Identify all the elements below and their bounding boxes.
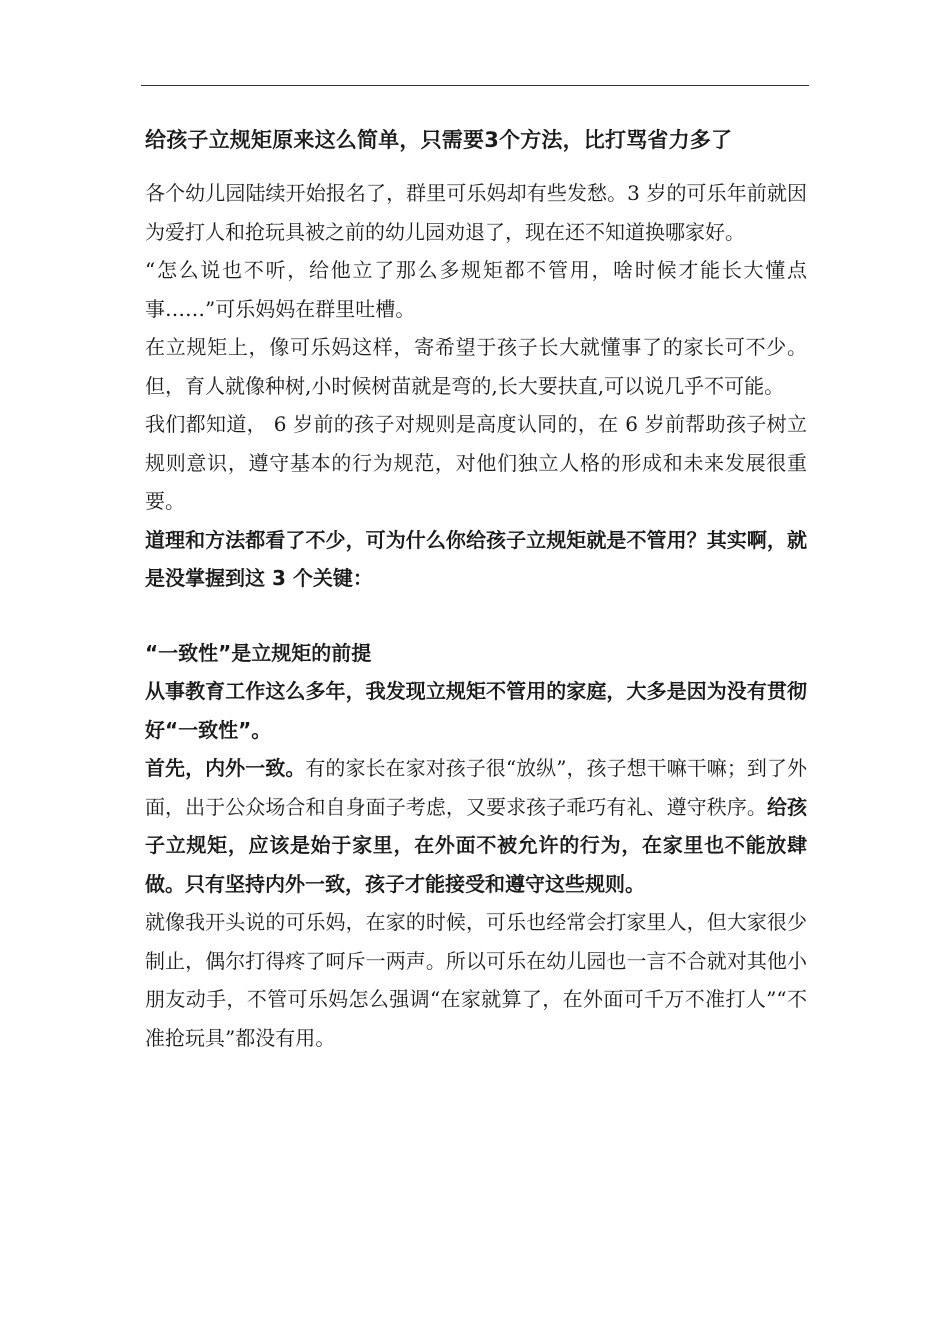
paragraph-7	[145, 749, 807, 903]
paragraph-2: “怎么说也不听，给他立了那么多规矩都不管用，啥时候才能长大懂点事……”可乐妈妈在群里吐槽。	[145, 258, 807, 321]
article-body	[145, 120, 807, 1057]
paragraph-5-key-question: 道理和方法都看了不少，可为什么你给孩子立规矩就是不管用？其实啊，就是没掌握到这 3 个关键：	[145, 527, 807, 590]
header-rule	[141, 85, 809, 86]
paragraph-8: 就像我开头说的可乐妈，在家的时候，可乐也经常会打家里人，但大家很少制止，偶尔打得疼了呵斥一两声。所以可乐在幼儿园也一言不合就对其他小朋友动手，不管可乐妈怎么强调“在家就算了，在外面可千万不准打人”“不准抢玩具”都没有用。	[145, 910, 807, 1050]
paragraph-3: 在立规矩上，像可乐妈这样，寄希望于孩子长大就懂事了的家长可不少。但，育人就像种树,小时候树苗就是弯的,长大要扶直,可以说几乎不可能。	[145, 335, 807, 398]
paragraph-1: 各个幼儿园陆续开始报名了，群里可乐妈却有些发愁。3 岁的可乐年前就因为爱打人和抢玩具被之前的幼儿园劝退了，现在还不知道换哪家好。	[145, 181, 807, 244]
section-spacer	[145, 598, 807, 634]
paragraph-4: 我们都知道， 6 岁前的孩子对规则是高度认同的，在 6 岁前帮助孩子树立规则意识，遵守基本的行为规范，对他们独立人格的形成和未来发展很重要。	[145, 412, 807, 513]
section-heading-consistency: “一致性”是立规矩的前提	[145, 640, 372, 665]
paragraph-7-emphasis: 给孩子立规矩，应该是始于家里，在外面不被允许的行为，在家里也不能放肆做。只有坚持内外一致，孩子才能接受和遵守这些规则。	[145, 794, 807, 896]
paragraph-6: 从事教育工作这么多年，我发现立规矩不管用的家庭，大多是因为没有贯彻好“一致性”。	[145, 679, 807, 742]
paragraph-7-text: 有的家长在家对孩子很“放纵”，孩子想干嘛干嘛；到了外面，出于公众场合和自身面子考虑，又要求孩子乖巧有礼、遵守秩序。	[145, 756, 807, 819]
paragraph-7-lead: 首先，内外一致。	[145, 756, 306, 780]
article-title: 给孩子立规矩原来这么简单，只需要3个方法，比打骂省力多了	[145, 128, 733, 152]
